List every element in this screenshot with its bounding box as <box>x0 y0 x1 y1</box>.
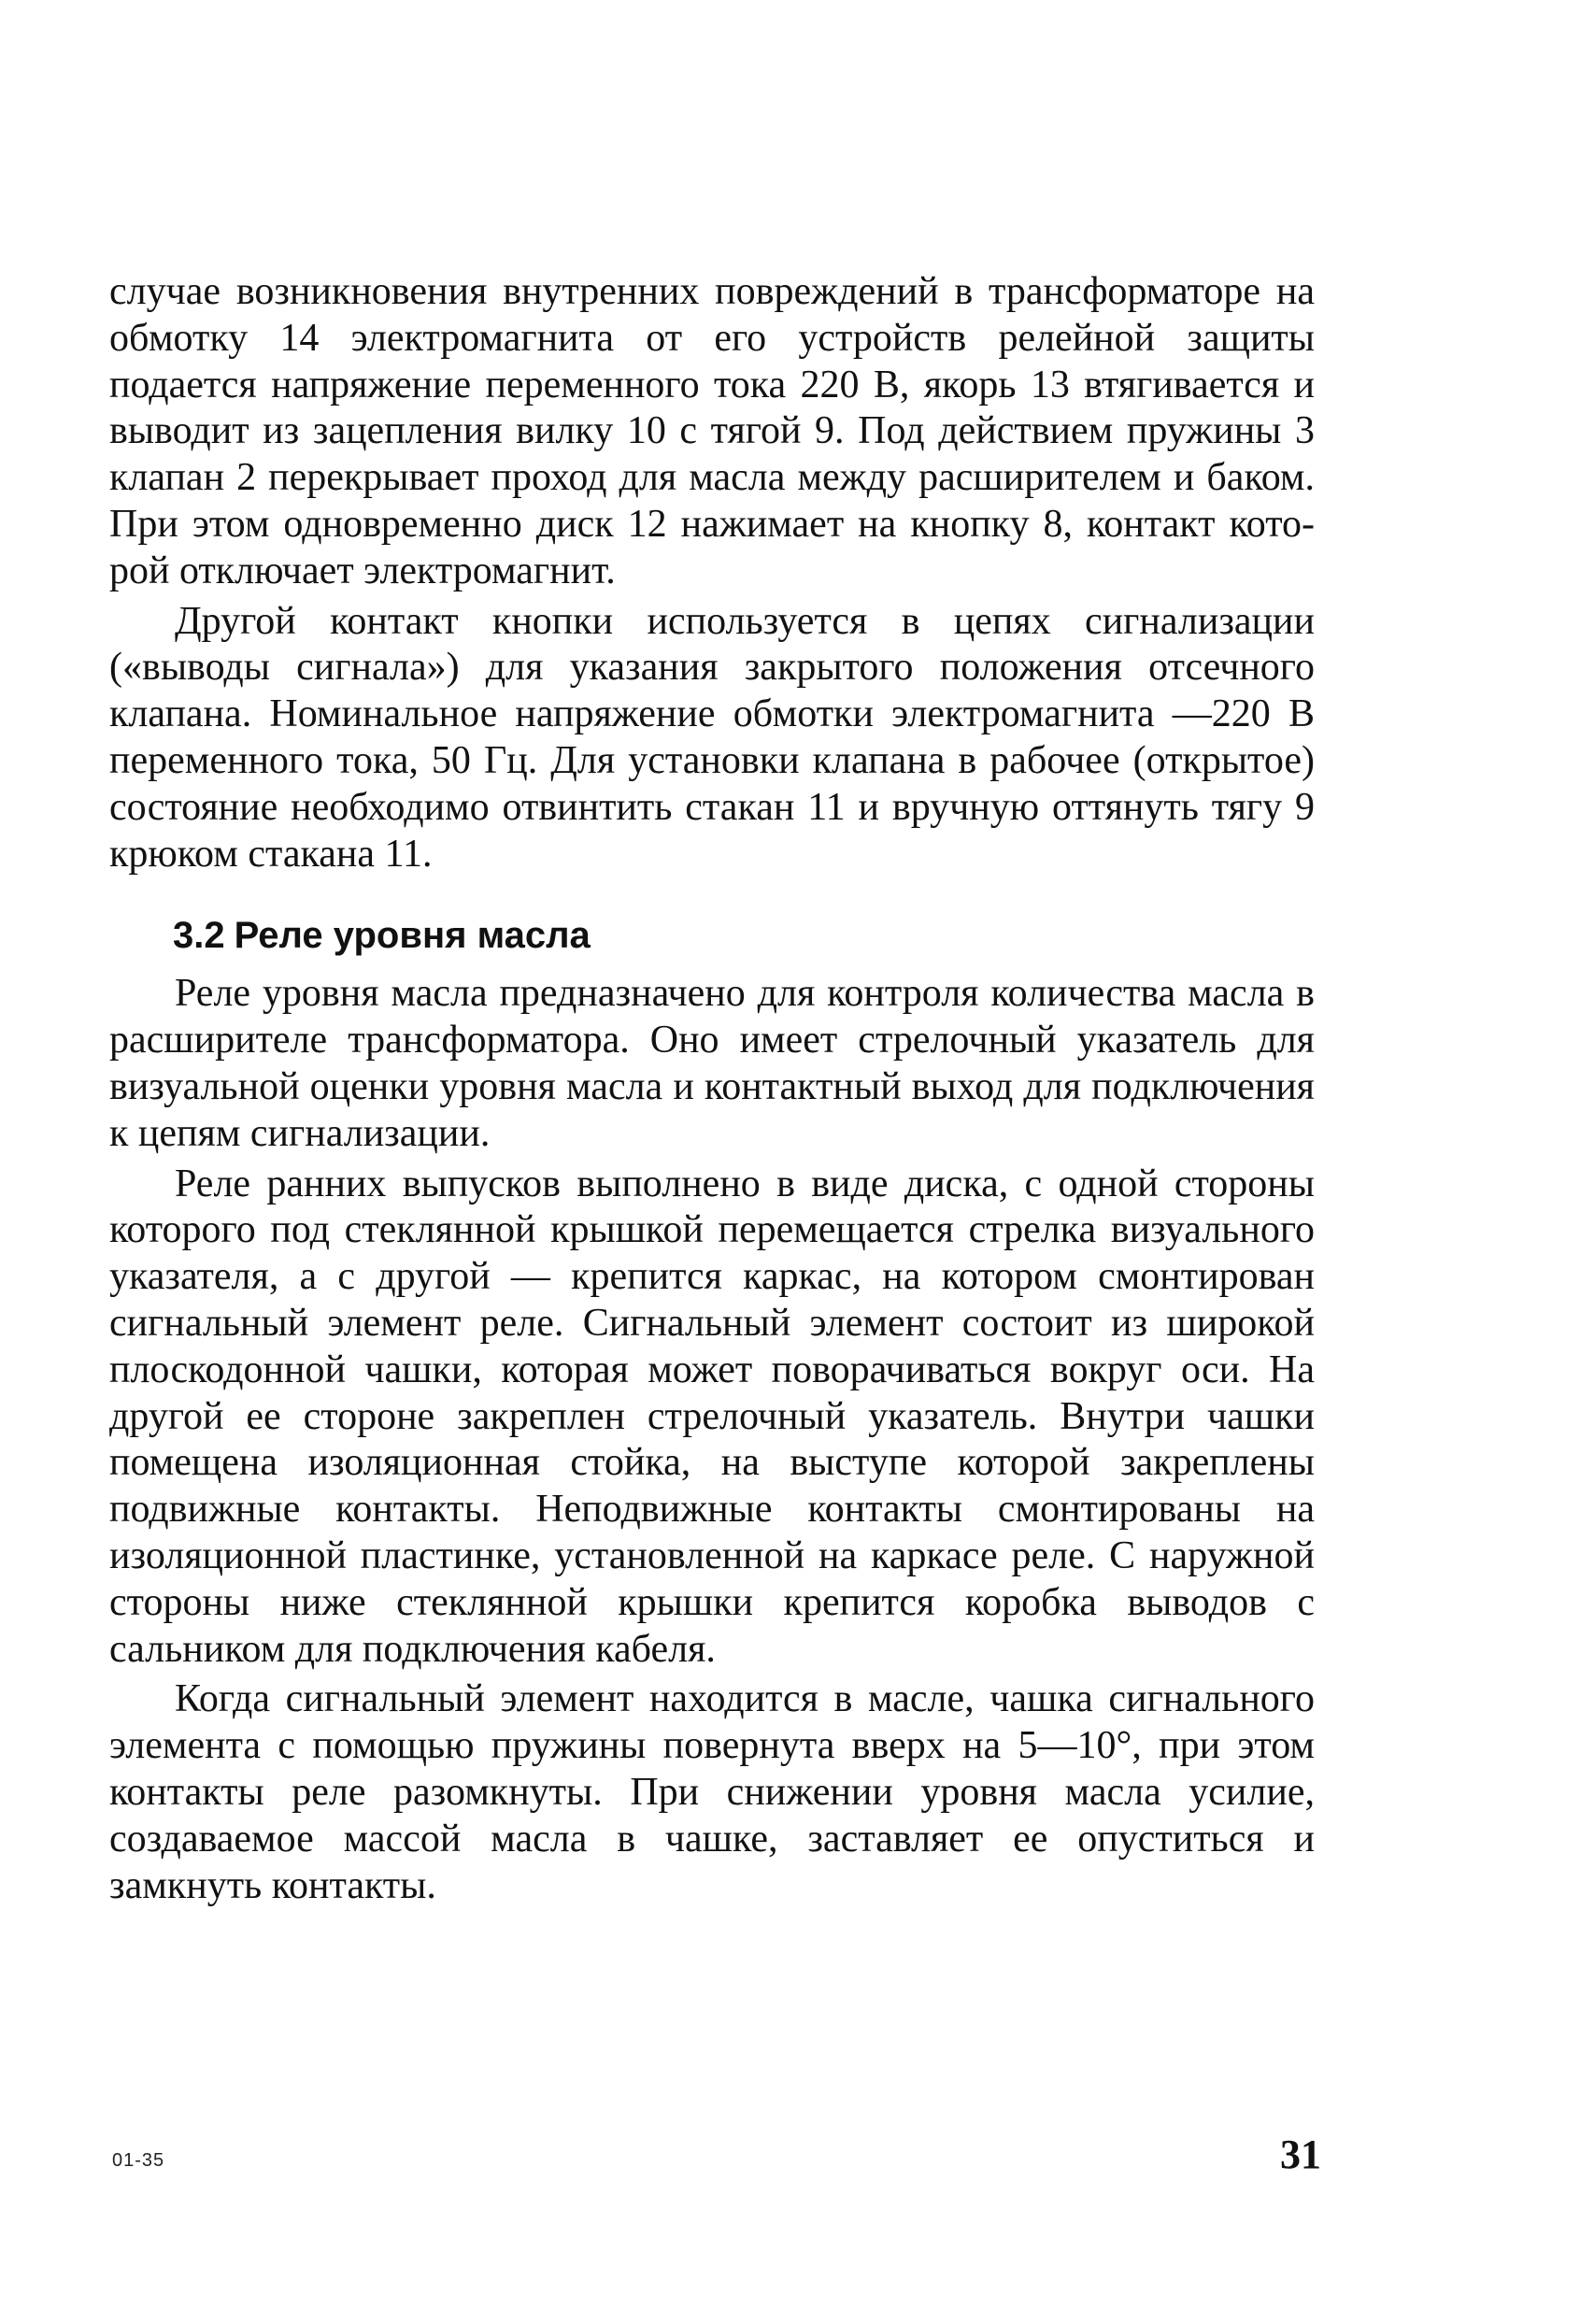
section-title: Реле уровня масла <box>234 915 591 957</box>
main-text <box>109 269 1315 1909</box>
paragraph: Когда сигнальный элемент находится в масле, чашка сигнального элемента с помощью пружины повернута вверх на 5—10°, при этом контакты реле разомкнуты. При снижении уровня масла усилие, создаваемое массой масла в чашке, заставляет ее опуститься и замкнуть контакты. <box>109 1677 1315 1907</box>
section-heading <box>173 913 1315 958</box>
paragraph: случае возникновения внутренних повреждений в трансформаторе на обмотку 14 электромагнита от его устройств релейной защиты подается напряжение переменного тока 220 В, якорь 13 втягивается и выводит из зацепления вилку 10 с тягой 9. Под действием пружины 3 клапан 2 перекрывает проход для масла между расширителем и баком. При этом одновременно диск 12 нажимает на кнопку 8, контакт которой отключает электромагнит. <box>109 270 1315 592</box>
print-code: 01-35 <box>112 2150 165 2171</box>
page-number: 31 <box>1280 2132 1321 2177</box>
paragraph: Другой контакт кнопки используется в цепях сигнализации («выводы сигнала») для указания закрытого положения отсечного клапана. Номинальное напряжение обмотки электромагнита —220 В переменного тока, 50 Гц. Для установки клапана в рабочее (открытое) состояние необходимо отвинтить стакан 11 и вручную оттянуть тягу 9 крюком стакана 11. <box>109 599 1315 876</box>
paragraph: Реле ранних выпусков выполнено в виде диска, с одной стороны которого под стеклянной крышкой перемещается стрелка визуального указателя, а с другой — крепится каркас, на котором смонтирован сигнальный элемент реле. Сигнальный элемент состоит из широкой плоскодонной чашки, которая может поворачиваться вокруг оси. На другой ее стороне закреплен стрелочный указатель. Внутри чашки помещена изоляционная стойка, на выступе которой закреплены подвижные контакты. Неподвижные контакты смонтированы на изоляционной пластинке, установленной на каркасе реле. С наружной стороны ниже стеклянной крышки крепится коробка выводов с сальником для подключения кабеля. <box>109 1162 1315 1671</box>
paragraph: Реле уровня масла предназначено для контроля количества масла в расширителе трансформатора. Оно имеет стрелочный указатель для визуальной оценки уровня масла и контактный выход для подключения к цепям сигнализации. <box>109 972 1315 1155</box>
section-number: 3.2 <box>173 915 225 957</box>
